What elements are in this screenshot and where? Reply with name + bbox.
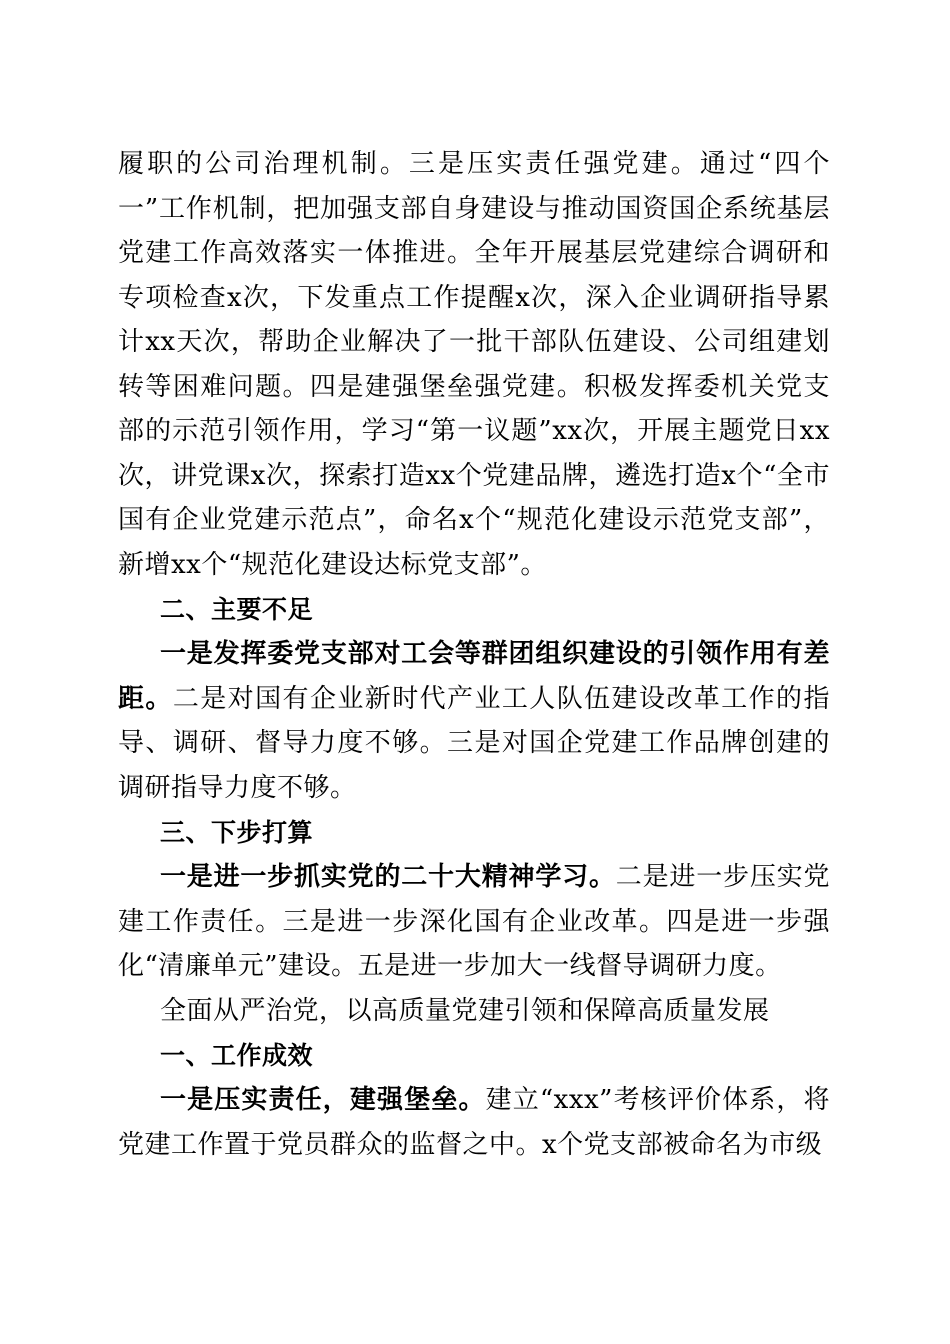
paragraph-2: [118, 632, 830, 810]
paragraph-2-body: 二是对国有企业新时代产业工人队伍建设改革工作的指导、调研、督导力度不够。三是对国企党建工作品牌创建的调研指导力度不够。: [118, 683, 830, 803]
paragraph-3-body: 二是进一步压实党建工作责任。三是进一步深化国有企业改革。四是进一步强化“清廉单元”建设。五是进一步加大一线督导调研力度。: [118, 862, 830, 981]
paragraph-4-body: 建立“xxx”考核评价体系，将党建工作置于党员群众的监督之中。x个党支部被命名为市级: [118, 1085, 830, 1160]
subtitle: 全面从严治党，以高质量党建引领和保障高质量发展: [160, 995, 770, 1026]
paragraph-4: [118, 1078, 830, 1167]
section-heading-achievements: 一、工作成效: [160, 1041, 314, 1070]
paragraph-4-lead: 一是压实责任，建强堡垒。: [160, 1085, 486, 1115]
paragraph-2-lead: 一是发挥委党支部对工会等群团组织建设的引领作用有差距。: [118, 639, 830, 714]
section-heading-shortcomings: 二、主要不足: [160, 595, 314, 624]
paragraph-1: 履职的公司治理机制。三是压实责任强党建。通过“四个一”工作机制，把加强支部自身建设与推动国资国企系统基层党建工作高效落实一体推进。全年开展基层党建综合调研和专项检查x次，下发重点工作提醒x次，深入企业调研指导累计xx天次，帮助企业解决了一批干部队伍建设、公司组建划转等困难问题。四是建强堡垒强党建。积极发挥委机关党支部的示范引领作用，学习“第一议题”xx次，开展主题党日xx次，讲党课x次，探索打造xx个党建品牌，遴选打造x个“全市国有企业党建示范点”，命名x个“规范化建设示范党支部”，新增xx个“规范化建设达标党支部”。: [118, 149, 830, 580]
paragraph-3: [118, 855, 830, 989]
paragraph-3-lead: 一是进一步抓实党的二十大精神学习。: [160, 862, 616, 892]
document-page: [118, 142, 830, 1167]
section-heading-next-steps: 三、下步打算: [160, 818, 314, 847]
